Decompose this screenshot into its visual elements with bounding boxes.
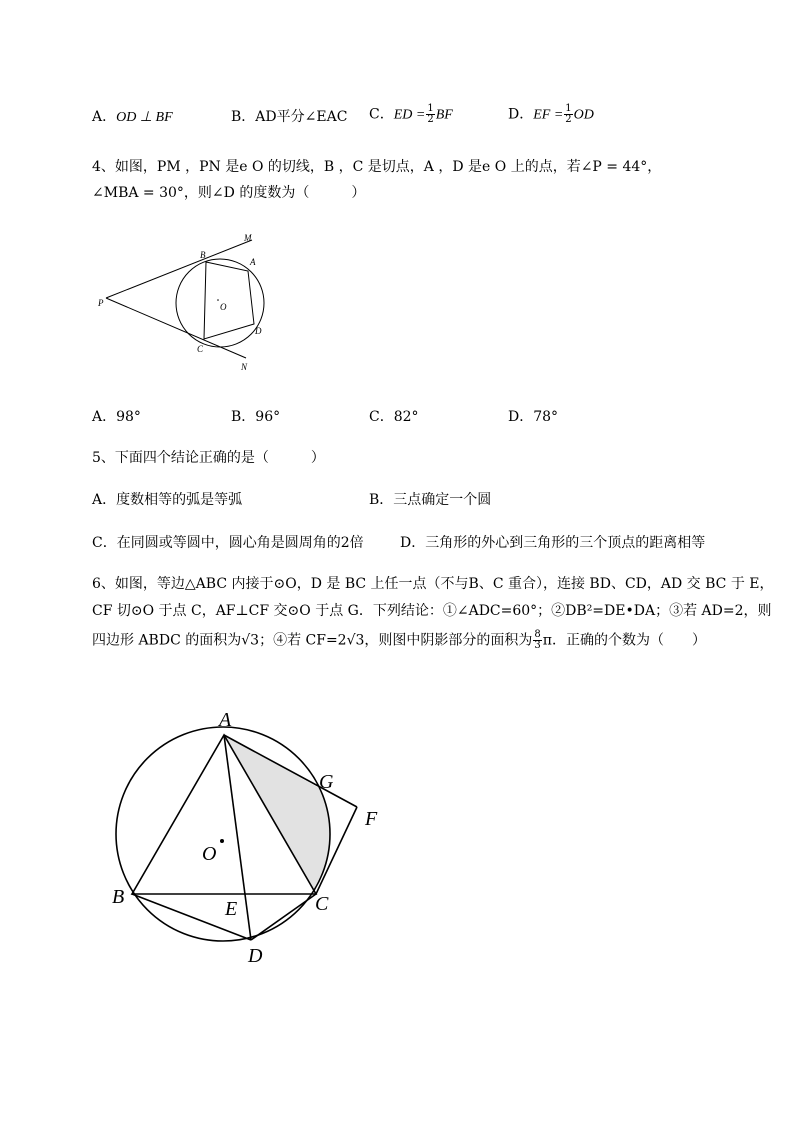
q3-option-a [92,107,173,128]
q4-label-c: C [197,344,204,354]
fraction-denominator: 3 [534,640,541,651]
q4-option-b: B．96° [231,409,281,425]
q4-quadrilateral-bacd [204,262,254,339]
q4-option-a: A．98° [92,409,141,425]
q6-label-f: F [365,808,378,830]
q6-figure [100,700,400,970]
q4-tangent-pm [106,240,252,298]
q4-label-d: D [255,326,262,336]
q6-label-g: G [319,771,334,793]
q3-option-c-pre: ED = [393,107,426,123]
q3-option-d [508,104,594,126]
q3-option-b [231,107,347,127]
q4-label-a: A [250,257,256,267]
q4-option-c: C．82° [369,409,419,425]
q6-line3-pre: 四边形 ABDC 的面积为√3；④若 CF=2√3，则图中阴影部分的面积为 [92,632,533,649]
q6-stem-line1: 6、如图，等边△ABC 内接于⊙O，D 是 BC 上任一点（不与B、C 重合），连接 BD、CD，AD 交 BC 于 E， [92,576,774,592]
q4-figure [90,228,280,378]
q4-stem-line2: ∠MBA = 30°，则∠D 的度数为（ ） [92,185,366,201]
fraction-numerator: 1 [565,103,572,114]
q3-option-c-label: C． [369,106,394,123]
q3-option-b-text: AD平分∠EAC [255,109,348,125]
q6-label-c: C [315,893,329,915]
q4-label-m: M [244,233,252,243]
fraction-numerator: 8 [534,629,541,640]
q6-shaded-region [224,735,331,892]
q5-option-b: B．三点确定一个圆 [369,492,492,508]
q5-stem: 5、下面四个结论正确的是（ ） [92,450,325,466]
q3-option-c-fraction [426,104,434,125]
q6-segment-cd [251,894,316,940]
fraction-denominator: 2 [565,114,572,125]
q3-option-d-pre: EF = [533,107,564,123]
q3-option-c-post: BF [435,107,453,123]
q3-option-a-label: A． [92,109,117,125]
q3-option-b-label: B． [231,109,256,125]
q5-option-a: A．度数相等的弧是等弧 [92,492,243,508]
q3-option-d-label: D． [508,106,534,123]
q4-label-n: N [241,362,248,372]
q6-center-dot [220,839,224,843]
q5-option-c: C．在同圆或等圆中，圆心角是圆周角的2倍 [92,535,364,551]
q6-label-d: D [248,945,263,967]
q6-label-e: E [225,898,238,920]
q4-option-d: D．78° [508,409,559,425]
q6-label-a: A [219,709,232,731]
q3-option-d-fraction [564,104,572,125]
q3-option-d-post: OD [573,107,594,123]
q6-stem-line2: CF 切⊙O 于点 C，AF⊥CF 交⊙O 于点 G．下列结论：①∠ADC=60°；②DB²=DE•DA；③若 AD=2，则 [92,603,772,619]
fraction-numerator: 1 [427,103,434,114]
q5-option-d: D．三角形的外心到三角形的三个顶点的距离相等 [400,535,706,551]
q6-line3-post: π．正确的个数为（ ） [542,632,706,649]
q4-label-o: O [220,302,227,312]
fraction-denominator: 2 [427,114,434,125]
q6-label-b: B [112,886,125,908]
q6-stem-line3 [92,630,706,651]
q4-label-b: B [200,250,206,260]
q6-fraction [533,630,541,651]
q4-stem-line1: 4、如图，PM ，PN 是e O 的切线，B ，C 是切点，A ，D 是e O 上的点，若∠P = 44°， [92,159,662,175]
q3-option-a-text: OD ⊥ BF [116,110,173,125]
q3-option-c [369,104,453,126]
q4-label-p: P [98,298,104,308]
q6-label-o: O [202,843,217,865]
q4-center-dot [217,299,219,301]
